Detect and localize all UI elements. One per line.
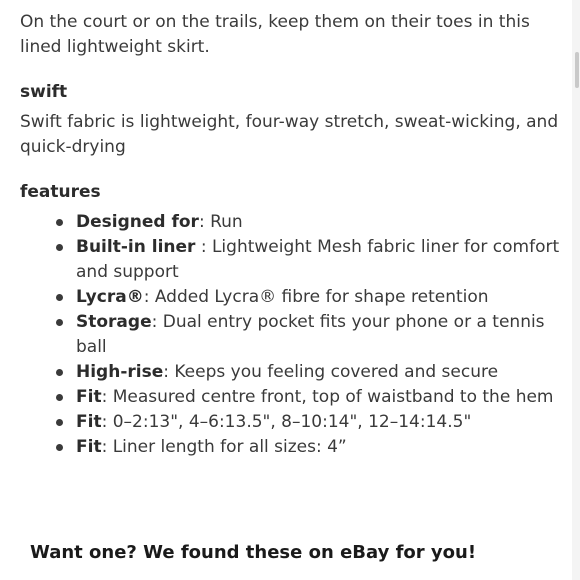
feature-label: Fit [76,387,102,407]
feature-item [76,285,570,310]
feature-item [76,310,570,360]
features-list [20,210,570,460]
vertical-scrollbar[interactable] [572,0,580,580]
feature-item [76,385,570,410]
feature-label: Fit [76,437,102,457]
feature-text: : Added Lycra® fibre for shape retention [143,287,489,307]
feature-label: High-rise [76,362,164,382]
feature-text: : 0–2:13", 4–6:13.5", 8–10:14", 12–14:14.5" [101,412,472,432]
feature-item [76,360,570,385]
feature-item [76,410,570,435]
product-intro-text: On the court or on the trails, keep them on their toes in this lined lightweight skirt. [20,12,530,57]
feature-text: : Dual entry pocket fits your phone or a tennis ball [76,312,545,357]
ebay-section-heading: Want one? We found these on eBay for you! [30,542,477,563]
feature-text: : Keeps you feeling covered and secure [163,362,499,382]
feature-label: Fit [76,412,102,432]
feature-text: : Lightweight Mesh fabric liner for comfort and support [76,237,560,282]
description-content [20,10,570,460]
swift-text: Swift fabric is lightweight, four-way stretch, sweat-wicking, and quick-drying [20,112,559,157]
feature-label: Storage [76,312,152,332]
feature-item [76,235,570,285]
scrollbar-thumb[interactable] [575,52,579,88]
feature-label: Lycra® [76,287,144,307]
feature-text: : Liner length for all sizes: 4” [101,437,347,457]
feature-label: Built-in liner [76,237,196,257]
feature-item [76,435,570,460]
feature-text: : Measured centre front, top of waistband to the hem [101,387,554,407]
feature-label: Designed for [76,212,199,232]
swift-heading: swift [20,82,68,102]
feature-text: : Run [198,212,243,232]
features-heading: features [20,182,101,202]
feature-item [76,210,570,235]
